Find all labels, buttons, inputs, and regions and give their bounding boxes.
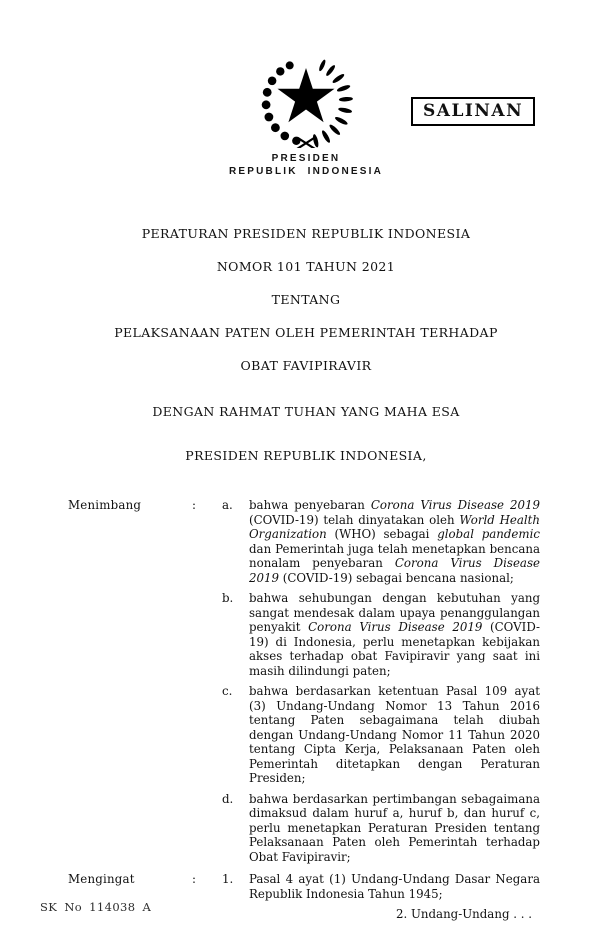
title-line-4: PELAKSANAAN PATEN OLEH PEMERINTAH TERHADAP — [114, 325, 498, 340]
label-spacer — [68, 591, 192, 678]
considerations-label: Menimbang — [68, 498, 142, 512]
legal-basis-colon: : — [192, 872, 196, 886]
label-spacer — [68, 684, 192, 786]
consideration-item-a — [68, 498, 540, 585]
enacting-authority-line: PRESIDEN REPUBLIK INDONESIA, — [185, 448, 427, 463]
consideration-text-a: bahwa penyebaran Corona Virus Disease 2019 (COVID-19) telah dinyatakan oleh World Health Organization (WHO) sebagai global pandemic dan Pemerintah juga telah menetapkan bencana nonalam penyebaran Corona Virus Disease 2019 (COVID-19) sebagai bencana nasional; — [249, 498, 540, 585]
letterhead-line-1: PRESIDEN — [271, 153, 341, 164]
legal-basis-marker-1: 1. — [222, 872, 234, 886]
consideration-marker-b: b. — [222, 591, 234, 605]
consideration-text-c: bahwa berdasarkan ketentuan Pasal 109 ayat (3) Undang-Undang Nomor 13 Tahun 2016 tentang Paten sebagaimana telah diubah dengan Undang-Undang Nomor 11 Tahun 2020 tentang Cipta Kerja, Pelaksanaan Paten oleh Pemerintah ditetapkan dengan Peraturan Presiden; — [249, 684, 540, 785]
consideration-marker-c: c. — [222, 684, 233, 698]
document-title-block — [0, 226, 612, 373]
colon-spacer — [192, 591, 222, 678]
consideration-text-d: bahwa berdasarkan pertimbangan sebagaimana dimaksud dalam huruf a, huruf b, dan huruf c, perlu menetapkan Peraturan Presiden tentang Pelaksanaan Paten oleh Pemerintah terhadap Obat Favipiravir; — [249, 791, 540, 864]
consideration-item-b — [68, 591, 540, 678]
consideration-marker-a: a. — [222, 498, 233, 512]
considerations-colon: : — [192, 498, 196, 512]
legal-basis-item-1 — [68, 872, 540, 901]
colon-spacer — [192, 792, 222, 865]
title-line-3: TENTANG — [271, 292, 341, 307]
consideration-item-c — [68, 684, 540, 786]
consideration-text-b: bahwa sehubungan dengan kebutuhan yang sangat mendesak dalam upaya penanggulangan penyakit Corona Virus Disease 2019 (COVID-19) di Indonesia, perlu menetapkan kebijakan akses terhadap obat Favipiravir yang saat ini masih dilindungi paten; — [249, 591, 540, 678]
title-line-1: PERATURAN PRESIDEN REPUBLIK INDONESIA — [141, 226, 471, 241]
colon-spacer — [192, 684, 222, 786]
presidential-emblem-icon — [258, 56, 354, 148]
title-line-5: OBAT FAVIPIRAVIR — [240, 358, 372, 373]
considerations-section — [0, 498, 612, 864]
legal-basis-section — [0, 872, 612, 901]
invocation-line: DENGAN RAHMAT TUHAN YANG MAHA ESA — [152, 404, 460, 419]
catchword: 2. Undang-Undang . . . — [395, 907, 532, 921]
label-spacer — [68, 792, 192, 865]
consideration-item-d — [68, 792, 540, 865]
salinan-stamp: SALINAN — [411, 97, 535, 126]
document-code: SK No 114038 A — [40, 900, 152, 914]
legal-basis-text-1: Pasal 4 ayat (1) Undang-Undang Dasar Negara Republik Indonesia Tahun 1945; — [249, 872, 540, 901]
letterhead — [0, 152, 612, 178]
letterhead-line-2: REPUBLIK INDONESIA — [228, 166, 384, 177]
consideration-marker-d: d. — [222, 791, 234, 806]
title-line-2: NOMOR 101 TAHUN 2021 — [216, 259, 396, 274]
legal-basis-label: Mengingat — [68, 872, 135, 886]
